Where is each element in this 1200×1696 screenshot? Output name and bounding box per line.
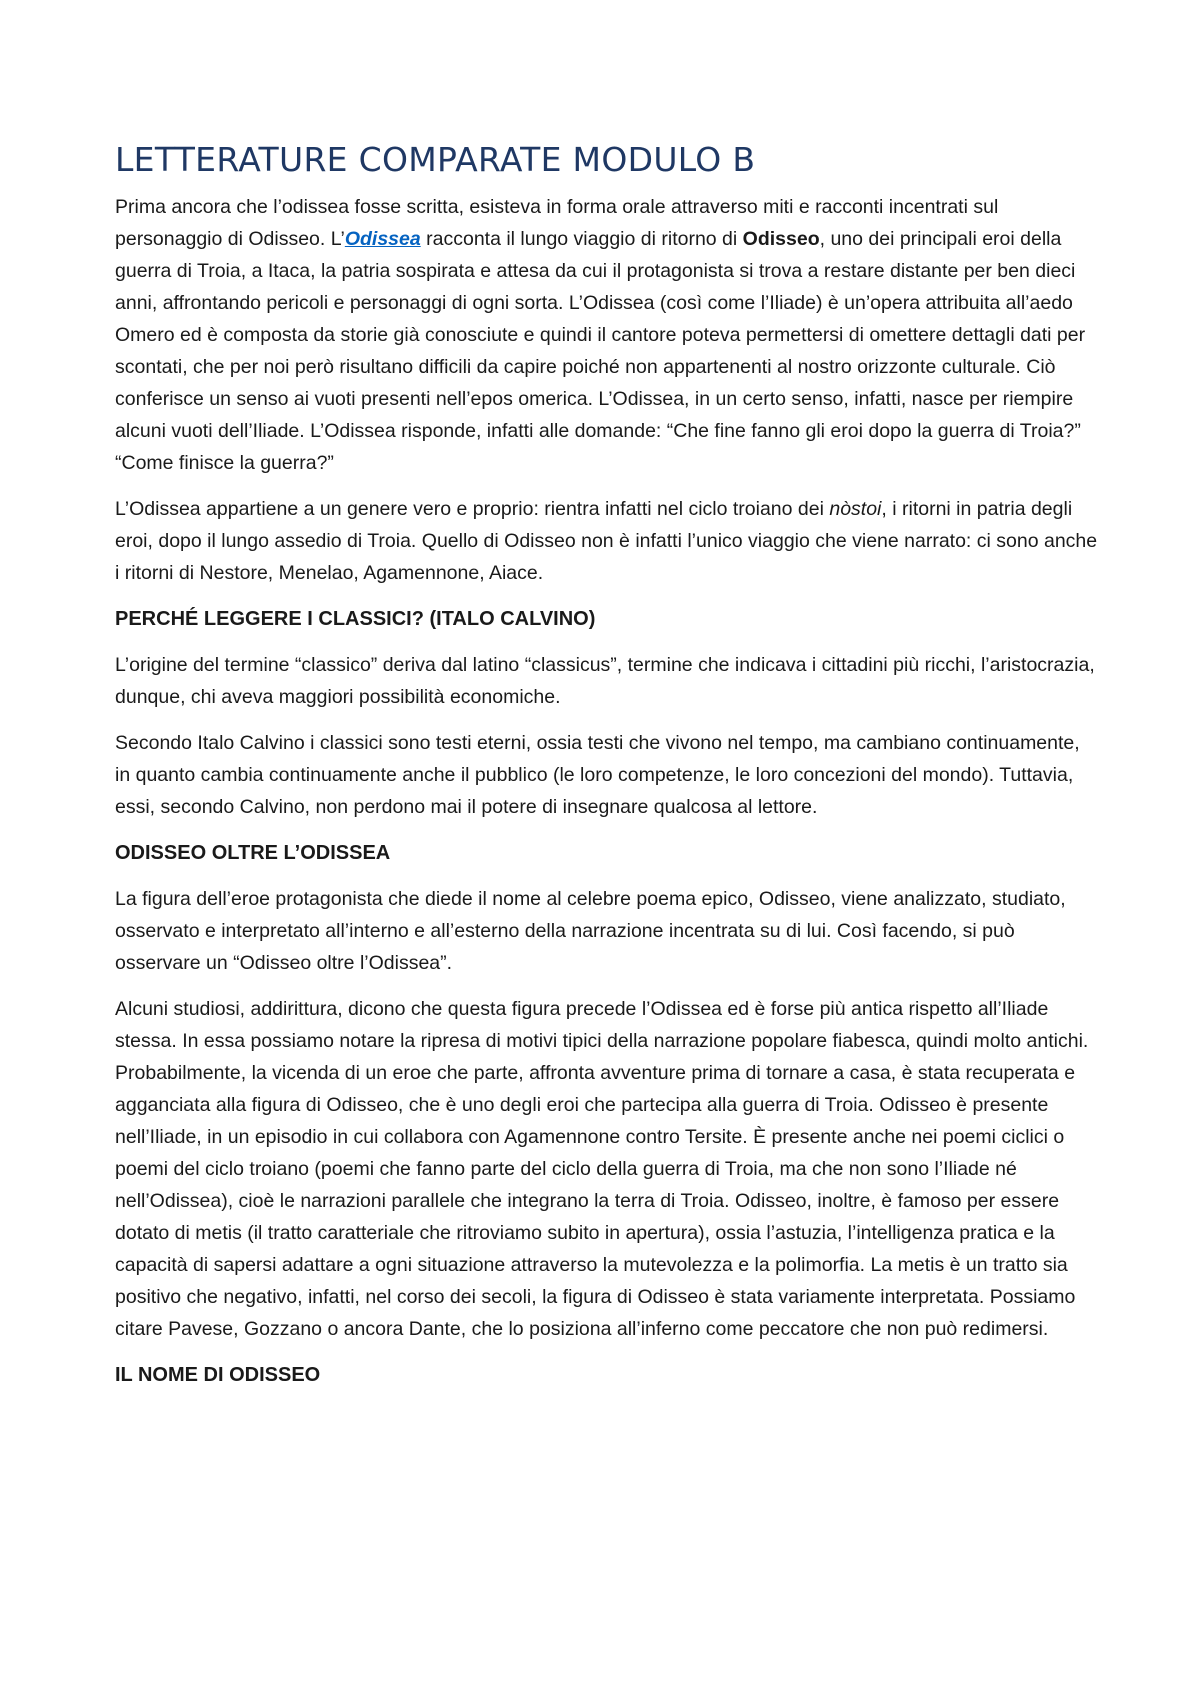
heading-odisseo-oltre: ODISSEO OLTRE L’ODISSEA	[115, 842, 391, 864]
odissea-link[interactable]: Odissea	[344, 228, 421, 250]
paragraph-intro	[115, 191, 1100, 479]
paragraph-nostoi-text-a: L’Odissea appartiene a un genere vero e proprio: rientra infatti nel ciclo troiano dei	[115, 498, 830, 520]
nostoi-italic: nòstoi	[829, 498, 882, 520]
paragraph-intro-text-a: Prima ancora che l’odissea fosse scritta, esisteva in forma orale attraverso miti e racconti incentrati sul personaggio di Odisseo. L’	[115, 196, 999, 250]
paragraph-nostoi-text-b: , i ritorni in patria degli eroi, dopo il lungo assedio di Troia. Quello di Odisseo non è infatti l’unico viaggio che viene narrato: ci sono anche i ritorni di Nestore, Menelao, Agamennone, Aiace.	[115, 498, 1098, 584]
document-title: LETTERATURE COMPARATE MODULO B	[115, 140, 756, 179]
heading-classici: PERCHÉ LEGGERE I CLASSICI? (ITALO CALVINO)	[115, 608, 596, 630]
paragraph-origine-classico: L’origine del termine “classico” deriva dal latino “classicus”, termine che indicava i cittadini più ricchi, l’aristocrazia, dunque, chi aveva maggiori possibilità economiche.	[115, 654, 1095, 708]
paragraph-studiosi: Alcuni studiosi, addirittura, dicono che questa figura precede l’Odissea ed è forse più antica rispetto all’Iliade stessa. In essa possiamo notare la ripresa di motivi tipici della narrazione popolare fiabesca, quindi molto antichi. Probabilmente, la vicenda di un eroe che parte, affronta avventure prima di tornare a casa, è stata recuperata e agganciata alla figura di Odisseo, che è uno degli eroi che partecipa alla guerra di Troia. Odisseo è presente nell’Iliade, in un episodio in cui collabora con Agamennone contro Tersite. È presente anche nei poemi ciclici o poemi del ciclo troiano (poemi che fanno parte del ciclo della guerra di Troia, ma che non sono l’Iliade né nell’Odissea), cioè le narrazioni parallele che integrano la terra di Troia. Odisseo, inoltre, è famoso per essere dotato di metis (il tratto caratteriale che ritroviamo subito in apertura), ossia l’astuzia, l’intelligenza pratica e la capacità di sapersi adattare a ogni situazione attraverso la mutevolezza e la polimorfia. La metis è un tratto sia positivo che negativo, infatti, nel corso dei secoli, la figura di Odisseo è stata variamente interpretata. Possiamo citare Pavese, Gozzano o ancora Dante, che lo posiziona all’inferno come peccatore che non può redimersi.	[115, 998, 1089, 1340]
paragraph-calvino: Secondo Italo Calvino i classici sono testi eterni, ossia testi che vivono nel tempo, ma cambiano continuamente, in quanto cambia continuamente anche il pubblico (le loro competenze, le loro concezioni del mondo). Tuttavia, essi, secondo Calvino, non perdono mai il potere di insegnare qualcosa al lettore.	[115, 732, 1080, 818]
odisseo-bold: Odisseo	[742, 228, 820, 250]
paragraph-intro-text-c: , uno dei principali eroi della guerra di Troia, a Itaca, la patria sospirata e attesa da cui il protagonista si trova a restare distante per ben dieci anni, affrontando pericoli e personaggi di ogni sorta. L’Odissea (così come l’Iliade) è un’opera attribuita all’aedo Omero ed è composta da storie già conosciute e quindi il cantore poteva permettersi di omettere dettagli dati per scontati, che per noi però risultano difficili da capire poiché non appartenenti al nostro orizzonte culturale. Ciò conferisce un senso ai vuoti presenti nell’epos omerica. L’Odissea, in un certo senso, infatti, nasce per riempire alcuni vuoti dell’Iliade. L’Odissea risponde, infatti alle domande: “Che fine fanno gli eroi dopo la guerra di Troia?” “Come finisce la guerra?”	[115, 228, 1086, 474]
document-page	[115, 0, 1100, 1391]
paragraph-figura-eroe: La figura dell’eroe protagonista che diede il nome al celebre poema epico, Odisseo, viene analizzato, studiato, osservato e interpretato all’interno e all’esterno della narrazione incentrata su di lui. Così facendo, si può osservare un “Odisseo oltre l’Odissea”.	[115, 888, 1066, 974]
paragraph-intro-text-b: racconta il lungo viaggio di ritorno di	[420, 228, 743, 250]
heading-nome-odisseo: IL NOME DI ODISSEO	[115, 1364, 321, 1386]
paragraph-nostoi	[115, 493, 1100, 589]
